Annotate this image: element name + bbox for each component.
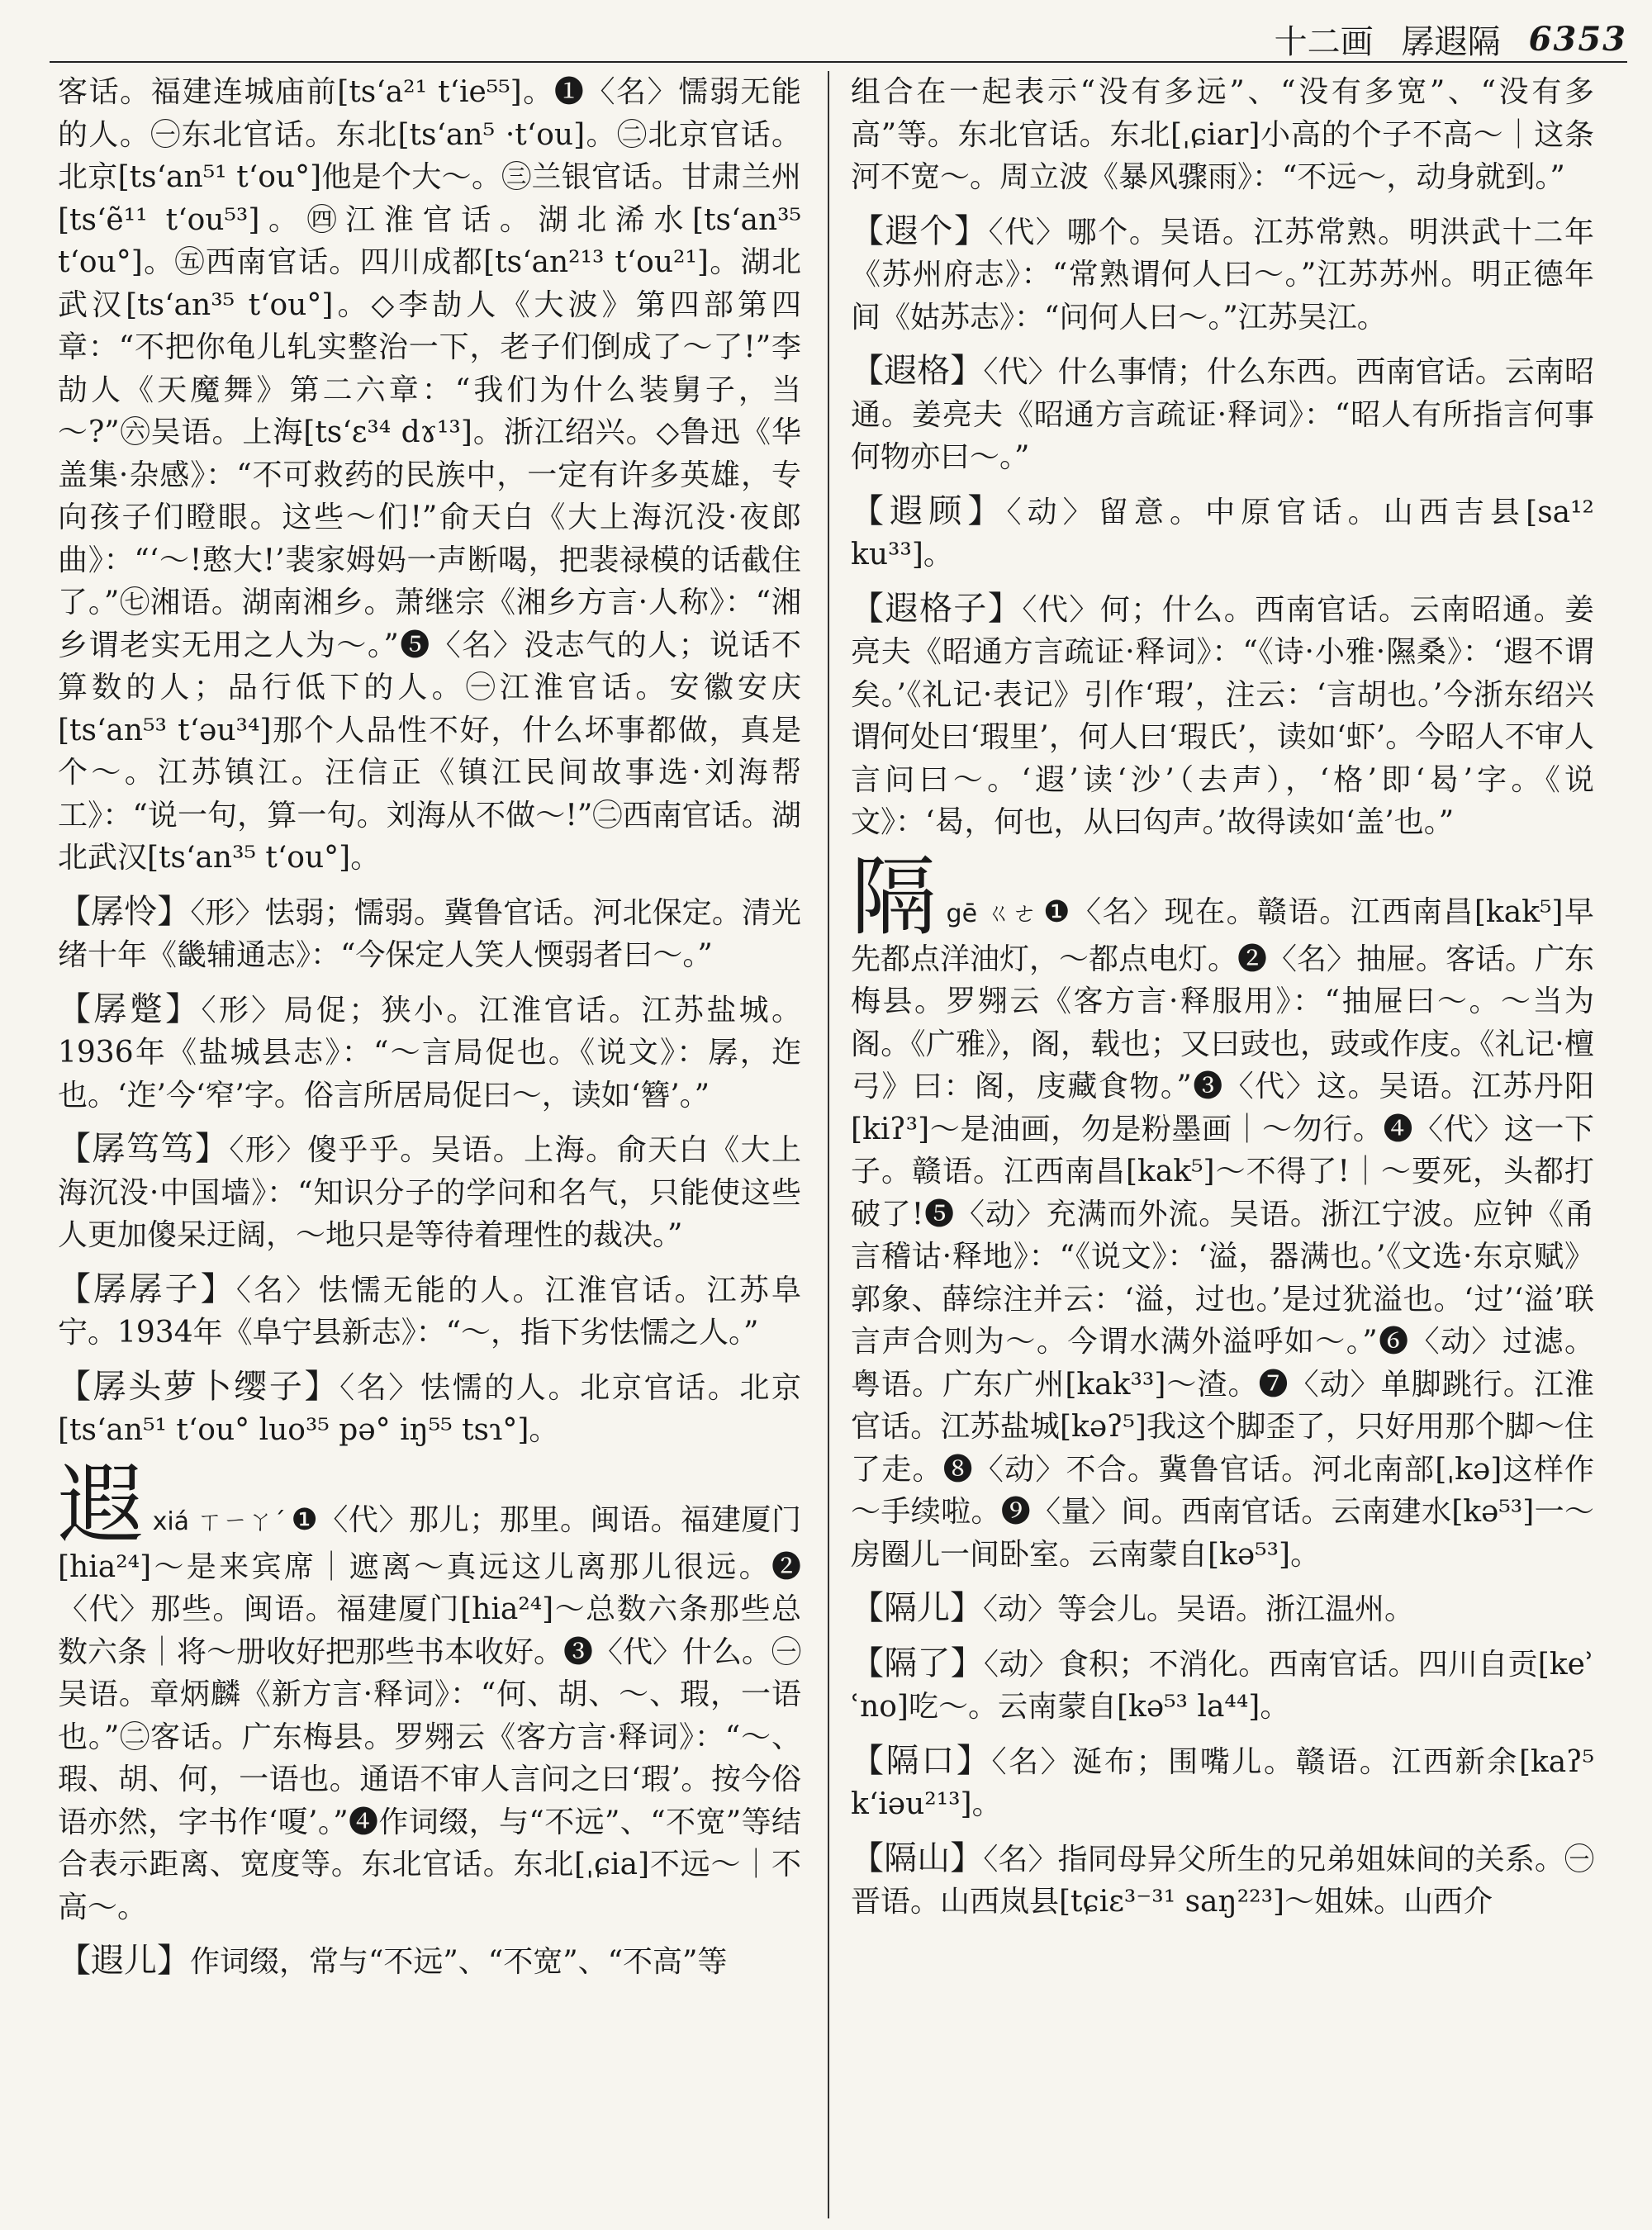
header-rule	[50, 61, 1627, 63]
headword: 【隔儿】	[851, 1589, 983, 1627]
character-entry	[851, 846, 1594, 1577]
headword: 【孱笃笃】	[58, 1130, 230, 1168]
headword: 【孱孱子】	[58, 1269, 236, 1308]
entry-continuation	[58, 71, 801, 880]
headword: 【隔口】	[851, 1741, 992, 1780]
word-entry	[58, 1128, 801, 1257]
word-entry	[851, 1838, 1594, 1924]
word-entry	[58, 1940, 801, 1984]
word-entry	[851, 491, 1594, 576]
definition-text: 〈名〉涎布；围嘴儿。赣语。江西新余[kaʔ⁵ kʻiəu²¹³]。	[851, 1744, 1594, 1821]
section-label: 十二画	[1274, 22, 1374, 61]
word-entry	[58, 891, 801, 977]
word-entry	[58, 989, 801, 1117]
definition-text: 〈名〉怯懦无能的人。江淮官话。江苏阜宁。1934年《阜宁县新志》：“～，指下劣怯懦之人。”	[58, 1273, 801, 1350]
definition-text: 〈形〉怯弱；懦弱。冀鲁官话。河北保定。清光绪十年《畿辅通志》：“今保定人笑人愞弱者曰～。”	[58, 895, 801, 972]
word-entry	[58, 1269, 801, 1355]
definition-text: ❶〈名〉现在。赣语。江西南昌[kak⁵]早先都点洋油灯，～都点电灯。❷〈名〉抽屉。客话。广东梅县。罗翙云《客方言·释服用》：“抽屉曰～。～当为阁。《广雅》，阁，载也；又曰豉也，豉或作庋。《礼记·檀弓》曰：阁，庋藏食物。”❸〈代〉这。吴语。江苏丹阳[kiʔ³]～是油画，勿是粉墨画｜～勿行。❹〈代〉这一下子。赣语。江西南昌[kak⁵]～不得了!｜～要死，头都打破了!❺〈动〉充满而外流。吴语。浙江宁波。应钟《甬言稽诂·释地》：“《说文》：‘溢，器满也。’《文选·东京赋》郭象、薛综注并云：‘溢，过也。’是过犹溢也。‘过’‘溢’联言声合则为～。今谓水满外溢呼如～。”❻〈动〉过滤。粤语。广东广州[kak³³]～渣。❼〈动〉单脚跳行。江淮官话。江苏盐城[kəʔ⁵]我这个脚歪了，只好用那个脚～住了走。❽〈动〉不合。冀鲁官话。河北南部[ˌkə]这样作～手续啦。❾〈量〉间。西南官话。云南建水[kə⁵³]一～房圈儿一间卧室。云南蒙自[kə⁵³]。	[851, 894, 1594, 1572]
word-entry	[58, 1366, 801, 1452]
pinyin: xiá ㄒㄧㄚˊ	[152, 1506, 287, 1536]
definition-text: 〈动〉留意。中原官话。山西吉县[sa¹² ku³³]。	[851, 495, 1594, 572]
word-entry	[851, 588, 1594, 844]
definition-text: 客话。福建连城庙前[tsʻa²¹ tʻie⁵⁵]。❶〈名〉懦弱无能的人。㊀东北官话。东北[tsʻan⁵ ·tʻou]。㊁北京官话。北京[tsʻan⁵¹ tʻou°]他是个大～。㊂兰银官话。甘肃兰州[tsʻẽ¹¹ tʻou⁵³]。㊃江淮官话。湖北浠水[tsʻan³⁵ tʻou°]。㊄西南官话。四川成都[tsʻan²¹³ tʻou²¹]。湖北武汉[tsʻan³⁵ tʻou°]。◇李劼人《大波》第四部第四章：“不把你龟儿轧实整治一下，老子们倒成了～了!”李劼人《天魔舞》第二六章：“我们为什么装舅子，当～?”㊅吴语。上海[tsʻɛ³⁴ dɤ¹³]。浙江绍兴。◇鲁迅《华盖集·杂感》：“不可救药的民族中，一定有许多英雄，专向孩子们瞪眼。这些～们!”俞天白《大上海沉没·夜郎曲》：“‘～!憨大!’裴家姆妈一声断喝，把裴禄模的话截住了。”㊆湘语。湖南湘乡。萧继宗《湘乡方言·人称》：“湘乡谓老实无用之人为～。”❺〈名〉没志气的人；说话不算数的人；品行低下的人。㊀江淮官话。安徽安庆[tsʻan⁵³ tʻəu³⁴]那个人品性不好，什么坏事都做，真是个～。江苏镇江。汪信正《镇江民间故事选·刘海帮工》：“说一句，算一句。刘海从不做～!”㊁西南官话。湖北武汉[tsʻan³⁵ tʻou°]。	[58, 75, 801, 875]
headword: 【隔了】	[851, 1644, 985, 1682]
page-number: 6353	[1528, 19, 1627, 59]
pinyin: gē ㄍㄜ	[946, 899, 1039, 928]
word-entry	[851, 1587, 1594, 1631]
word-entry	[851, 1643, 1594, 1729]
headword: 【孱怜】	[58, 892, 191, 931]
definition-text: 组合在一起表示“没有多远”、“没有多宽”、“没有多高”等。东北官话。东北[ˌɕiar]小高的个子不高～｜这条河不宽～。周立波《暴风骤雨》：“不远～，动身就到。”	[851, 75, 1594, 194]
head-character: 遐	[58, 1454, 145, 1555]
word-entry	[851, 1740, 1594, 1826]
headword: 【遐儿】	[58, 1942, 190, 1980]
character-entry	[58, 1454, 801, 1929]
definition-text: ❶〈代〉那儿；那里。闽语。福建厦门[hia²⁴]～是来宾席｜遮离～真远这儿离那儿很远。❷〈代〉那些。闽语。福建厦门[hia²⁴]～总数六条那些总数六条｜将～册收好把那些书本收好。❸〈代〉什么。㊀吴语。章炳麟《新方言·释词》：“何、胡、～、瑕，一语也。”㊁客话。广东梅县。罗翙云《客方言·释词》：“～、瑕、胡、何，一语也。通语不审人言问之曰‘瑕’。按今俗语亦然，字书作‘嗄’。”❹作词缀，与“不远”、“不宽”等结合表示距离、宽度等。东北官话。东北[ˌɕia]不远～｜不高～。	[58, 1502, 801, 1924]
word-entry	[851, 211, 1594, 339]
running-header	[1140, 18, 1627, 59]
head-character: 隔	[851, 846, 938, 947]
headword: 【遐个】	[851, 211, 989, 250]
left-column	[58, 71, 801, 2218]
column-divider	[828, 71, 829, 2218]
entry-continuation	[851, 71, 1594, 199]
definition-text: 〈动〉食积；不消化。西南官话。四川自贡[keʾ ʿno]吃～。云南蒙自[kə⁵³ la⁴⁴]。	[851, 1647, 1594, 1724]
headword: 【隔山】	[851, 1839, 984, 1877]
headword: 【遐顾】	[851, 491, 1007, 530]
headword: 【遐格子】	[851, 589, 1023, 628]
definition-text: 〈代〉什么事情；什么东西。西南官话。云南昭通。姜亮夫《昭通方言疏证·释词》：“昭人有所指言何事何物亦曰～。”	[851, 355, 1594, 474]
definition-text: 〈代〉何；什么。西南官话。云南昭通。姜亮夫《昭通方言疏证·释词》：“《诗·小雅·隰桑》：‘遐不谓矣。’《礼记·表记》引作‘瑕’，注云：‘言胡也。’今浙东绍兴谓何处曰‘瑕里’，何人曰‘瑕氏’，读如‘虾’。今昭人不审人言问曰～。‘遐’读‘沙’（去声），‘格’即‘曷’字。《说文》：‘曷，何也，从曰匃声。’故得读如‘盖’也。”	[851, 592, 1594, 839]
headword: 【遐格】	[851, 352, 984, 390]
headword: 【孱头萝卜缨子】	[58, 1367, 340, 1406]
headword: 【孱蹩】	[58, 989, 202, 1028]
definition-text: 作词缀，常与“不远”、“不宽”、“不高”等	[190, 1945, 728, 1979]
definition-text: 〈名〉怯懦的人。北京官话。北京[tsʻan⁵¹ tʻou° luo³⁵ pə° iŋ⁵⁵ tsɿ°]。	[58, 1370, 801, 1447]
definition-text: 〈代〉哪个。吴语。江苏常熟。明洪武十二年《苏州府志》：“常熟谓何人曰～。”江苏苏州。明正德年间《姑苏志》：“问何人曰～。”江苏吴江。	[851, 215, 1594, 334]
word-entry	[851, 350, 1594, 479]
definition-text: 〈动〉等会儿。吴语。浙江温州。	[983, 1592, 1415, 1626]
head-characters: 孱遐隔	[1401, 22, 1501, 61]
definition-text: 〈形〉局促；狭小。江淮官话。江苏盐城。1936年《盐城县志》：“～言局促也。《说文》：孱，迮也。‘迮’今‘窄’字。俗言所居局促曰～，读如‘簪’。”	[58, 993, 801, 1113]
definition-text: 〈名〉指同母异父所生的兄弟姐妹间的关系。㊀晋语。山西岚县[tɕiɛ³⁻³¹ saŋ²²³]～姐妹。山西介	[851, 1842, 1594, 1919]
right-column	[851, 71, 1594, 2218]
definition-text: 〈形〉傻乎乎。吴语。上海。俞天白《大上海沉没·中国墙》：“知识分子的学问和名气，只能使这些人更加傻呆迂阔，～地只是等待着理性的裁决。”	[58, 1133, 801, 1252]
